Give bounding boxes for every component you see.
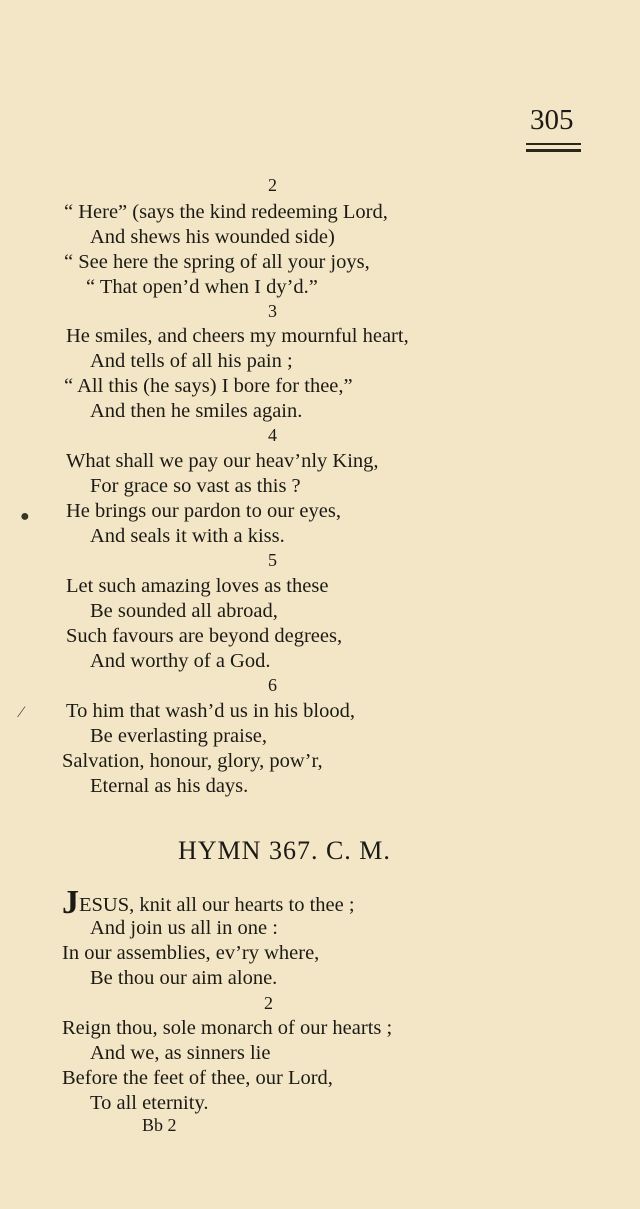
hymn-first-line	[62, 884, 355, 921]
verse-line: He smiles, and cheers my mournful heart,	[66, 325, 409, 347]
verse-line: Let such amazing loves as these	[66, 575, 329, 597]
first-line-text: ESUS, knit all our hearts to thee ;	[79, 894, 355, 916]
verse-line: And then he smiles again.	[90, 400, 303, 422]
verse-number: 3	[268, 301, 277, 321]
hymn-line: And we, as sinners lie	[90, 1042, 271, 1064]
verse-number: 2	[268, 175, 277, 195]
verse-line: “ See here the spring of all your joys,	[64, 251, 370, 273]
hymn-line: And join us all in one :	[90, 917, 278, 939]
verse-line: Salvation, honour, glory, pow’r,	[62, 750, 323, 772]
verse-line: Eternal as his days.	[90, 775, 249, 797]
verse-line: What shall we pay our heav’nly King,	[66, 450, 379, 472]
verse-line: “ That open’d when I dy’d.”	[86, 276, 318, 298]
hymn-title: HYMN 367. C. M.	[178, 836, 391, 865]
verse-line: “ Here” (says the kind redeeming Lord,	[64, 201, 388, 223]
hymn-line: Before the feet of thee, our Lord,	[62, 1067, 333, 1089]
margin-dot-mark: ●	[20, 508, 30, 525]
header-rule	[526, 149, 581, 152]
verse-line: “ All this (he says) I bore for thee,”	[64, 375, 353, 397]
hymn-line: In our assemblies, ev’ry where,	[62, 942, 320, 964]
verse-line: Be sounded all abroad,	[90, 600, 278, 622]
signature-mark: Bb 2	[142, 1115, 177, 1135]
verse-line: For grace so vast as this ?	[90, 475, 301, 497]
verse-line: And worthy of a God.	[90, 650, 271, 672]
drop-cap: J	[62, 884, 79, 921]
verse-line: And tells of all his pain ;	[90, 350, 293, 372]
hymn-line: To all eternity.	[90, 1092, 209, 1114]
hymn-line: Be thou our aim alone.	[90, 967, 278, 989]
verse-number: 2	[264, 993, 273, 1013]
header-rule	[526, 143, 581, 145]
verse-number: 6	[268, 675, 277, 695]
page-number: 305	[530, 104, 574, 136]
verse-number: 4	[268, 425, 277, 445]
hymn-line: Reign thou, sole monarch of our hearts ;	[62, 1017, 393, 1039]
verse-line: And seals it with a kiss.	[90, 525, 285, 547]
verse-number: 5	[268, 550, 277, 570]
verse-line: To him that wash’d us in his blood,	[66, 700, 355, 722]
margin-tick-mark: ⁄	[20, 704, 23, 721]
verse-line: He brings our pardon to our eyes,	[66, 500, 341, 522]
verse-line: Be everlasting praise,	[90, 725, 268, 747]
verse-line: Such favours are beyond degrees,	[66, 625, 343, 647]
verse-line: And shews his wounded side)	[90, 226, 335, 248]
